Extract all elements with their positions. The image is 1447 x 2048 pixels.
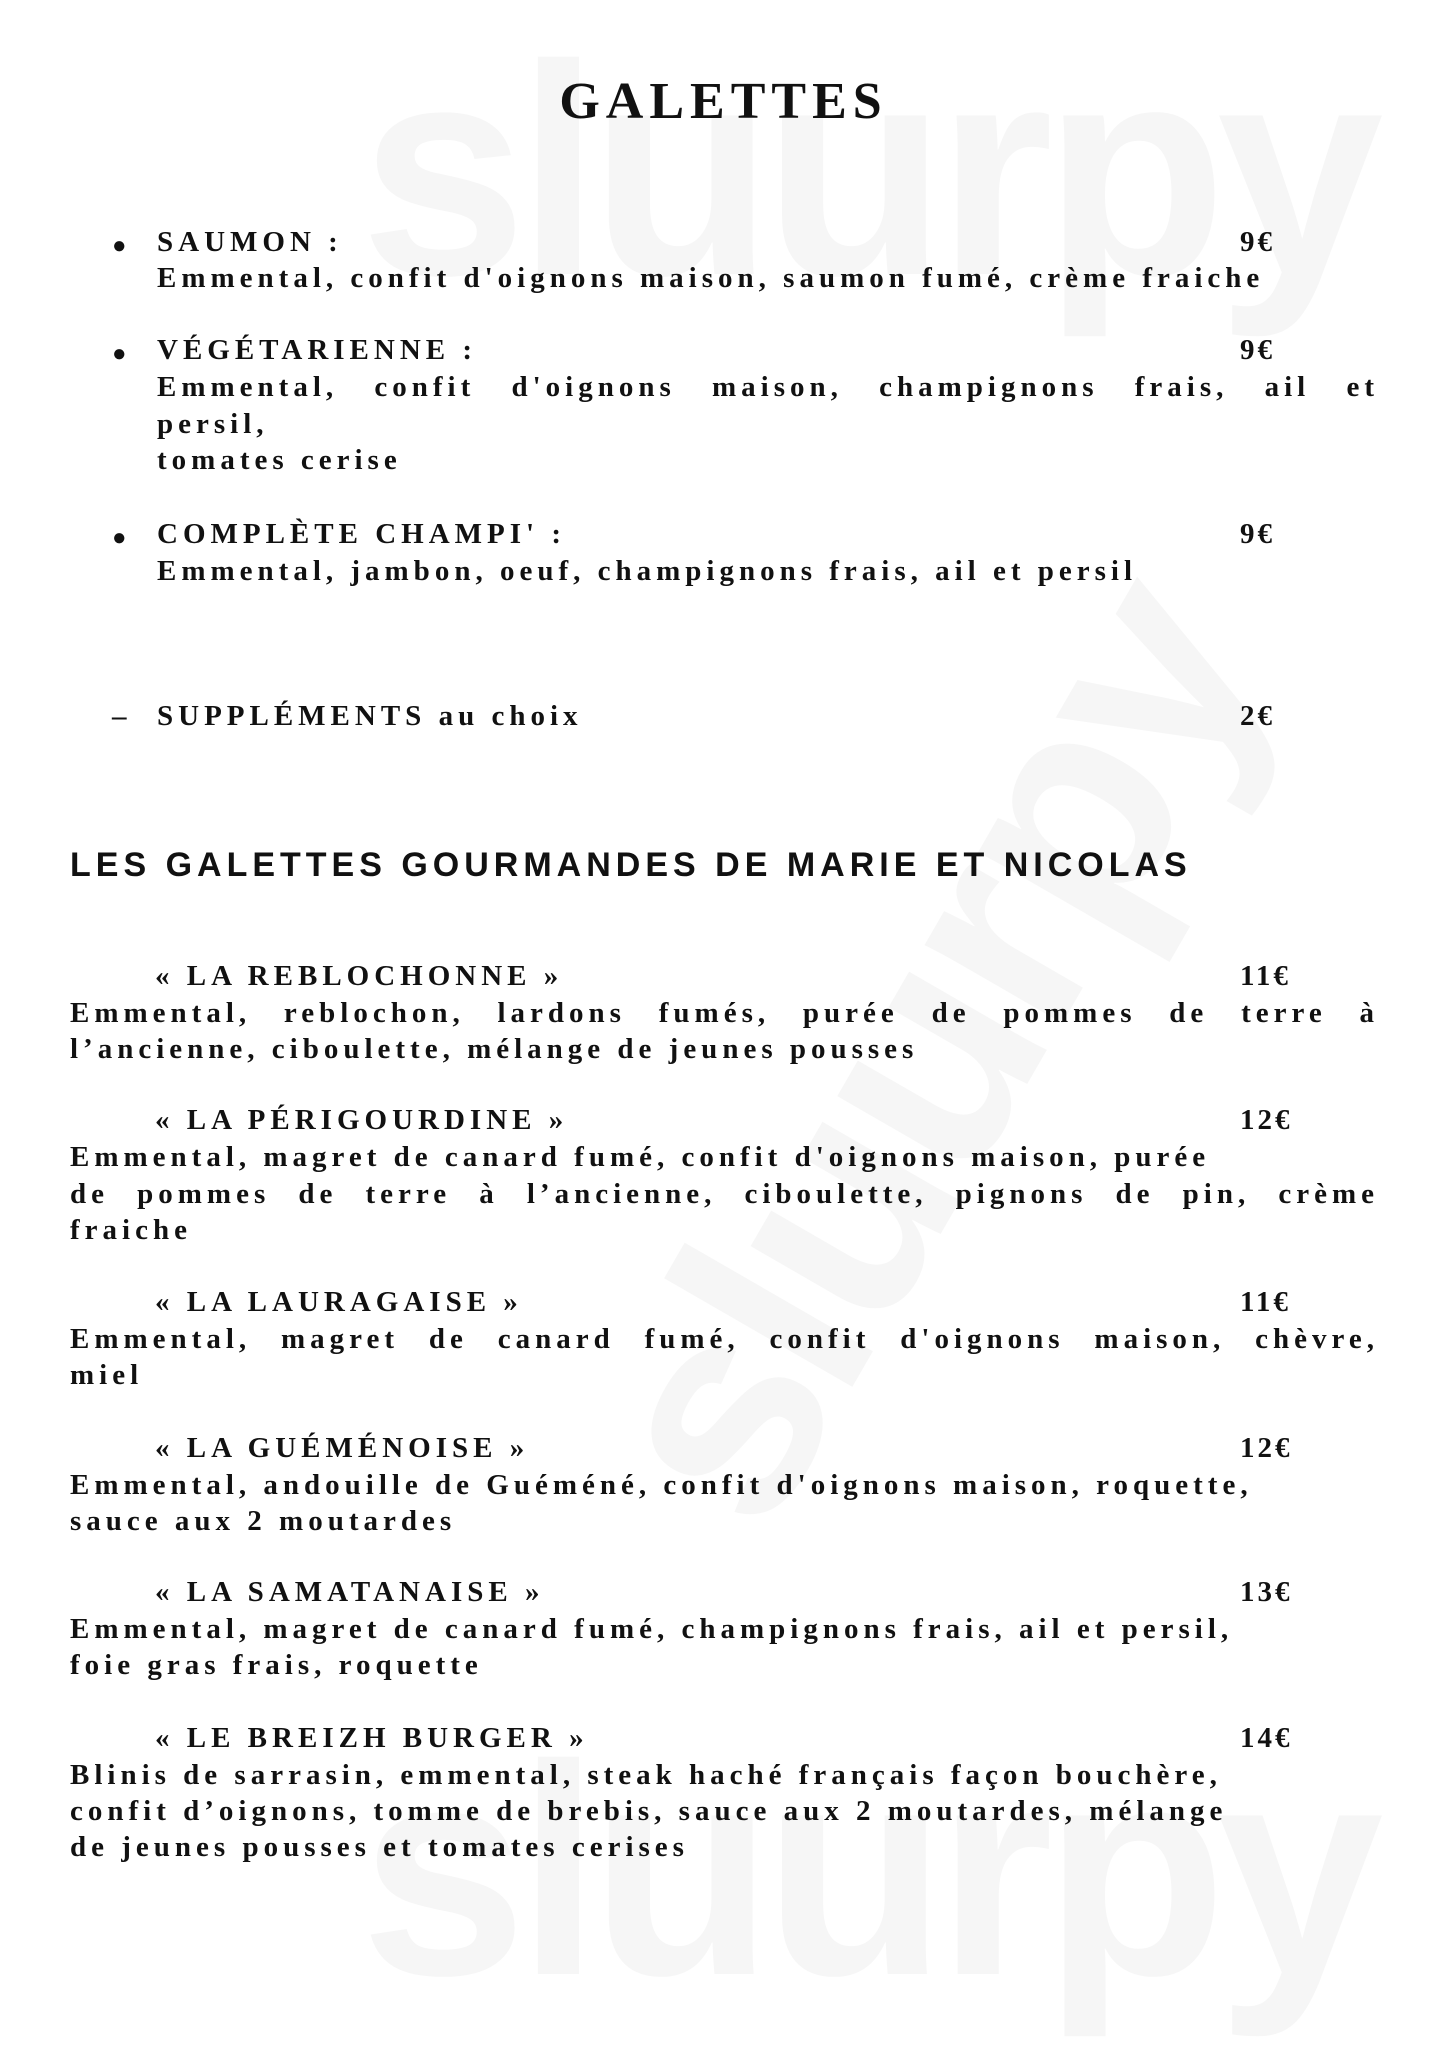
item-description: Emmental, confit d'oignons maison, saumon fumé, crème fraiche — [157, 262, 1265, 294]
item-description: confit d’oignons, tomme de brebis, sauce aux 2 moutardes, mélange — [70, 1795, 1228, 1827]
item-description: Emmental, magret de canard fumé, confit d'oignons maison, purée — [70, 1141, 1211, 1173]
item-price: 12€ — [1240, 1432, 1293, 1464]
item-description: miel — [70, 1359, 144, 1391]
item-description: l’ancienne, ciboulette, mélange de jeunes pousses — [70, 1033, 919, 1065]
item-price: 9€ — [1240, 334, 1275, 366]
item-description: fraiche — [70, 1214, 192, 1246]
item-description: Emmental, magret de canard fumé, confit d'oignons maison, chèvre, — [70, 1323, 1379, 1355]
item-description: de jeunes pousses et tomates cerises — [70, 1831, 689, 1863]
item-description: Emmental, andouille de Guéméné, confit d'oignons maison, roquette, — [70, 1469, 1253, 1501]
item-name: « LA GUÉMÉNOISE » — [155, 1432, 530, 1464]
item-price: 13€ — [1240, 1576, 1293, 1608]
item-price: 14€ — [1240, 1722, 1293, 1754]
bullet-icon: ● — [112, 341, 127, 367]
item-description: tomates cerise — [157, 444, 402, 476]
dash-marker: – — [112, 700, 132, 732]
item-name: « LA REBLOCHONNE » — [155, 960, 564, 992]
item-description: sauce aux 2 moutardes — [70, 1505, 457, 1537]
item-name: « LA LAURAGAISE » — [155, 1286, 523, 1318]
item-description: Emmental, reblochon, lardons fumés, purée de pommes de terre à — [70, 997, 1379, 1029]
bullet-icon: ● — [112, 233, 127, 259]
supplements-label: SUPPLÉMENTS au choix — [157, 700, 583, 732]
item-description: Emmental, magret de canard fumé, champignons frais, ail et persil, — [70, 1613, 1234, 1645]
bullet-icon: ● — [112, 525, 127, 551]
item-description: Blinis de sarrasin, emmental, steak haché français façon bouchère, — [70, 1759, 1222, 1791]
section-title: LES GALETTES GOURMANDES DE MARIE ET NICOLAS — [70, 846, 1192, 884]
item-price: 9€ — [1240, 226, 1275, 258]
item-name: COMPLÈTE CHAMPI' : — [157, 518, 566, 550]
item-name: « LE BREIZH BURGER » — [155, 1722, 589, 1754]
item-price: 11€ — [1240, 1286, 1291, 1318]
item-description: Emmental, confit d'oignons maison, champignons frais, ail et — [157, 371, 1379, 403]
item-price: 12€ — [1240, 1104, 1293, 1136]
item-name: « LA PÉRIGOURDINE » — [155, 1104, 569, 1136]
item-price: 11€ — [1240, 960, 1291, 992]
item-price: 9€ — [1240, 518, 1275, 550]
item-name: VÉGÉTARIENNE : — [157, 334, 478, 366]
item-name: SAUMON : — [157, 226, 343, 258]
supplements-price: 2€ — [1240, 700, 1275, 732]
item-description: foie gras frais, roquette — [70, 1649, 483, 1681]
page-title: GALETTES — [559, 73, 888, 130]
item-description: de pommes de terre à l’ancienne, ciboulette, pignons de pin, crème — [70, 1178, 1379, 1210]
item-name: « LA SAMATANAISE » — [155, 1576, 545, 1608]
item-description: persil, — [157, 408, 269, 440]
item-description: Emmental, jambon, oeuf, champignons frais, ail et persil — [157, 555, 1138, 587]
